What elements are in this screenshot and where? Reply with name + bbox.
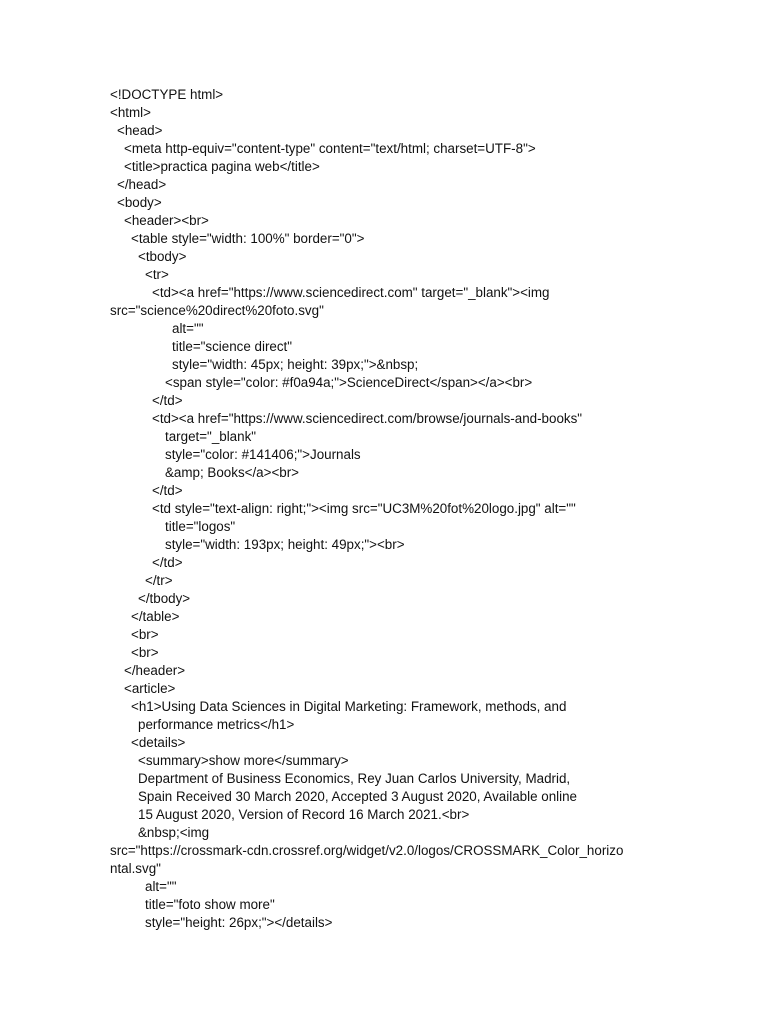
- code-line: <tr>: [145, 267, 169, 282]
- code-line: <td><a href="https://www.sciencedirect.com" target="_blank"><img: [152, 285, 550, 300]
- code-line: </table>: [131, 609, 180, 624]
- code-line: <span style="color: #f0a94a;">ScienceDirect</span></a><br>: [165, 375, 533, 390]
- code-line: <details>: [131, 735, 186, 750]
- code-line: <br>: [131, 645, 159, 660]
- code-line: <tbody>: [138, 249, 187, 264]
- code-line: alt="": [172, 321, 204, 336]
- code-line: <td><a href="https://www.sciencedirect.com/browse/journals-and-books": [152, 411, 583, 426]
- code-line: title="science direct": [172, 339, 293, 354]
- code-line: style="color: #141406;">Journals: [165, 447, 361, 462]
- code-line: </tr>: [145, 573, 173, 588]
- code-line: </td>: [152, 555, 183, 570]
- code-line: style="width: 45px; height: 39px;">&nbsp;: [172, 357, 419, 372]
- code-line: <br>: [131, 627, 159, 642]
- code-line: src="https://crossmark-cdn.crossref.org/widget/v2.0/logos/CROSSMARK_Color_horizo: [110, 843, 624, 858]
- code-line: <html>: [110, 105, 151, 120]
- code-line: <title>practica pagina web</title>: [124, 159, 320, 174]
- code-line: &amp; Books</a><br>: [165, 465, 299, 480]
- code-line: <meta http-equiv="content-type" content="text/html; charset=UTF-8">: [124, 141, 536, 156]
- code-line: </header>: [124, 663, 186, 678]
- code-line: <summary>show more</summary>: [138, 753, 349, 768]
- code-line: <table style="width: 100%" border="0">: [131, 231, 365, 246]
- code-line: title="foto show more": [145, 897, 275, 912]
- code-line: <h1>Using Data Sciences in Digital Marketing: Framework, methods, and: [131, 699, 567, 714]
- code-line: <head>: [117, 123, 163, 138]
- code-line: Spain Received 30 March 2020, Accepted 3 August 2020, Available online: [138, 789, 577, 804]
- code-line: &nbsp;<img: [138, 825, 210, 840]
- code-line: style="width: 193px; height: 49px;"><br>: [165, 537, 405, 552]
- code-line: <td style="text-align: right;"><img src="UC3M%20fot%20logo.jpg" alt="": [152, 501, 576, 516]
- code-line: </td>: [152, 393, 183, 408]
- code-line: 15 August 2020, Version of Record 16 March 2021.<br>: [138, 807, 470, 822]
- code-line: style="height: 26px;"></details>: [145, 915, 333, 930]
- code-line: </head>: [117, 177, 167, 192]
- code-line: title="logos": [165, 519, 236, 534]
- code-line: <body>: [117, 195, 162, 210]
- code-line: </td>: [152, 483, 183, 498]
- code-line: <article>: [124, 681, 176, 696]
- code-line: target="_blank": [165, 429, 257, 444]
- code-line: performance metrics</h1>: [138, 717, 295, 732]
- code-line: Department of Business Economics, Rey Juan Carlos University, Madrid,: [138, 771, 571, 786]
- code-line: </tbody>: [138, 591, 191, 606]
- code-line: <!DOCTYPE html>: [110, 87, 224, 102]
- code-line: alt="": [145, 879, 177, 894]
- code-line: <header><br>: [124, 213, 209, 228]
- code-line: src="science%20direct%20foto.svg": [110, 303, 324, 318]
- code-line: ntal.svg": [110, 861, 161, 876]
